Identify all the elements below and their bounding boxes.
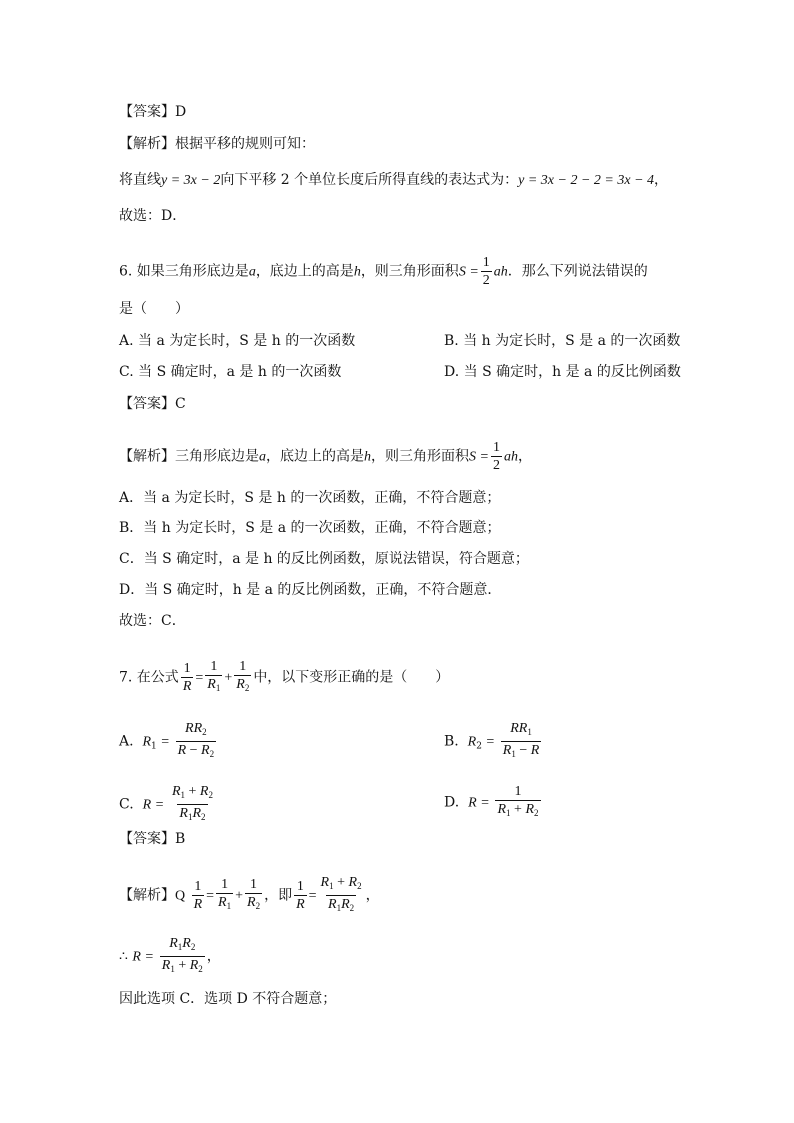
q6-area-lhs: S = [458,264,479,280]
fraction-denominator: 2 [492,458,500,473]
q6-var-h: h [353,264,361,280]
q7-option-b-fraction: $\frac{RR_1}{R_1 - R}$ [501,720,542,763]
q6-analysis-area-lhs: S = [469,449,489,465]
q6-analysis-part-a: 【解析】三角形底边是 [119,448,259,465]
q6-item-a: A．当 a 为定长时，S 是 h 的一次函数，正确，不符合题意； [119,490,501,506]
q7-option-d-fraction: $\frac{1}{R_1 + R_2}$ [495,783,540,822]
fraction-numerator: 1 [183,661,191,676]
q6-stem-part-b: ，底边上的高是 [255,263,354,280]
q7-final-line: 因此选项 C．选项 D 不符合题意； [119,991,337,1007]
fraction-denominator: R [182,679,192,694]
q5-line-middle: 向下平移 2 个单位长度后所得直线的表达式为： [220,172,519,188]
q6-stem-part-d: ．那么下列说法错误的 [507,263,648,280]
fraction-denominator: $R_1$ [205,675,222,697]
q6-conclusion: 故选：C． [119,613,186,629]
fraction-numerator: 1 [210,659,218,674]
analysis-label: 【解析】 [119,887,175,904]
q7-fraction-1-over-r [181,660,194,695]
fraction-denominator: $R_2$ [234,675,251,697]
fraction-denominator: 2 [482,273,490,288]
q6-item-c: C．当 S 确定时，a 是 h 的反比例函数，原说法错误，符合题意； [119,551,529,567]
q6-option-a: A. 当 a 为定长时，S 是 h 的一次函数 [119,333,356,349]
because-symbol: Q [175,888,186,904]
q6-answer: 【答案】C [119,396,186,412]
q6-analysis-area-rhs: ah [503,449,518,465]
q5-line-equation: y = 3x − 2 [161,173,221,188]
q7-option-c-fraction: $\frac{R_1 + R_2}{R_1R_2}$ [170,783,215,826]
q5-line-prefix: 将直线 [119,172,161,188]
q6-item-d: D．当 S 确定时，h 是 a 的反比例函数，正确，不符合题意． [119,582,502,598]
q5-line-end: ， [654,172,669,188]
option-label: D. [444,794,460,811]
q7-option-a-fraction: $\frac{RR_2}{R - R_2}$ [176,720,217,763]
q7-option-d: D. R = $\frac{1}{R_1 + R_2}$ [444,783,543,822]
q7-option-a: A. $R_1$ = $\frac{RR_2}{R - R_2}$ [119,720,218,763]
q7-stem-part-b: 中，以下变形正确的是（ ） [253,669,450,686]
q5-result-equation: y = 3x − 2 − 2 = 3x − 4 [518,173,655,188]
q6-stem [119,254,648,289]
q6-analysis-part-b: ，底边上的高是 [266,448,364,465]
q5-answer: 【答案】D [119,104,187,120]
q6-area-rhs: ah [493,264,508,280]
q7-fraction-1-over-r1 [205,658,222,697]
plus-sign: + [224,670,233,686]
q7-option-b: B. $R_2$ = $\frac{RR_1}{R_1 - R}$ [444,720,543,763]
q5-analysis-line [119,170,668,191]
q6-analysis-line [119,439,532,474]
q6-option-c: C. 当 S 确定时，a 是 h 的一次函数 [119,364,342,380]
option-label: C. [119,796,134,813]
q7-answer: 【答案】B [119,831,186,847]
q6-analysis-fraction [491,439,502,474]
q7-stem-part-a: 7. 在公式 [119,669,179,686]
q6-analysis-part-c: ，则三角形面积 [371,448,469,465]
fraction-numerator: 1 [239,659,247,674]
q5-conclusion: 故选：D． [119,208,187,224]
q6-stem-part-a: 6. 如果三角形底边是 [119,263,249,280]
q6-item-b: B．当 h 为定长时，S 是 a 的一次函数，正确，不符合题意； [119,520,501,536]
option-label: A. [119,733,134,750]
q6-analysis-end: ， [517,448,532,465]
q7-option-c: C. R = $\frac{R_1 + R_2}{R_1R_2}$ [119,783,217,826]
option-label: B. [444,733,459,750]
q6-area-fraction [481,254,492,289]
therefore-symbol: ∴ [119,949,128,965]
q7-therefore-line: ∴ R = $\frac{R_1R_2}{R_1 + R_2}$ ， [119,935,221,978]
q7-stem [119,658,449,697]
equals-sign: = [195,670,204,686]
q5-analysis-intro: 【解析】根据平移的规则可知： [119,136,315,152]
q6-option-b: B. 当 h 为定长时，S 是 a 的一次函数 [444,333,681,349]
q6-analysis-var-h: h [364,449,371,465]
q7-fraction-1-over-r2 [234,658,251,697]
fraction-numerator: 1 [482,255,490,270]
q6-option-d: D. 当 S 确定时，h 是 a 的反比例函数 [444,364,681,380]
q6-var-a: a [248,264,256,280]
q7-analysis-line: 【解析】Q $\frac{1}{R}$ = $\frac{1}{R_1}$ + $\frac{1}{R_2}$ ，即 $\frac{1}{R}$ = $\frac{R_1 + R_2}{R_1R_2}$ ， [119,874,380,917]
q6-stem-part-c: ，则三角形面积 [360,263,459,280]
q6-stem-line2: 是（ ） [119,301,189,317]
fraction-numerator: 1 [492,440,500,455]
q6-analysis-var-a: a [259,449,266,465]
